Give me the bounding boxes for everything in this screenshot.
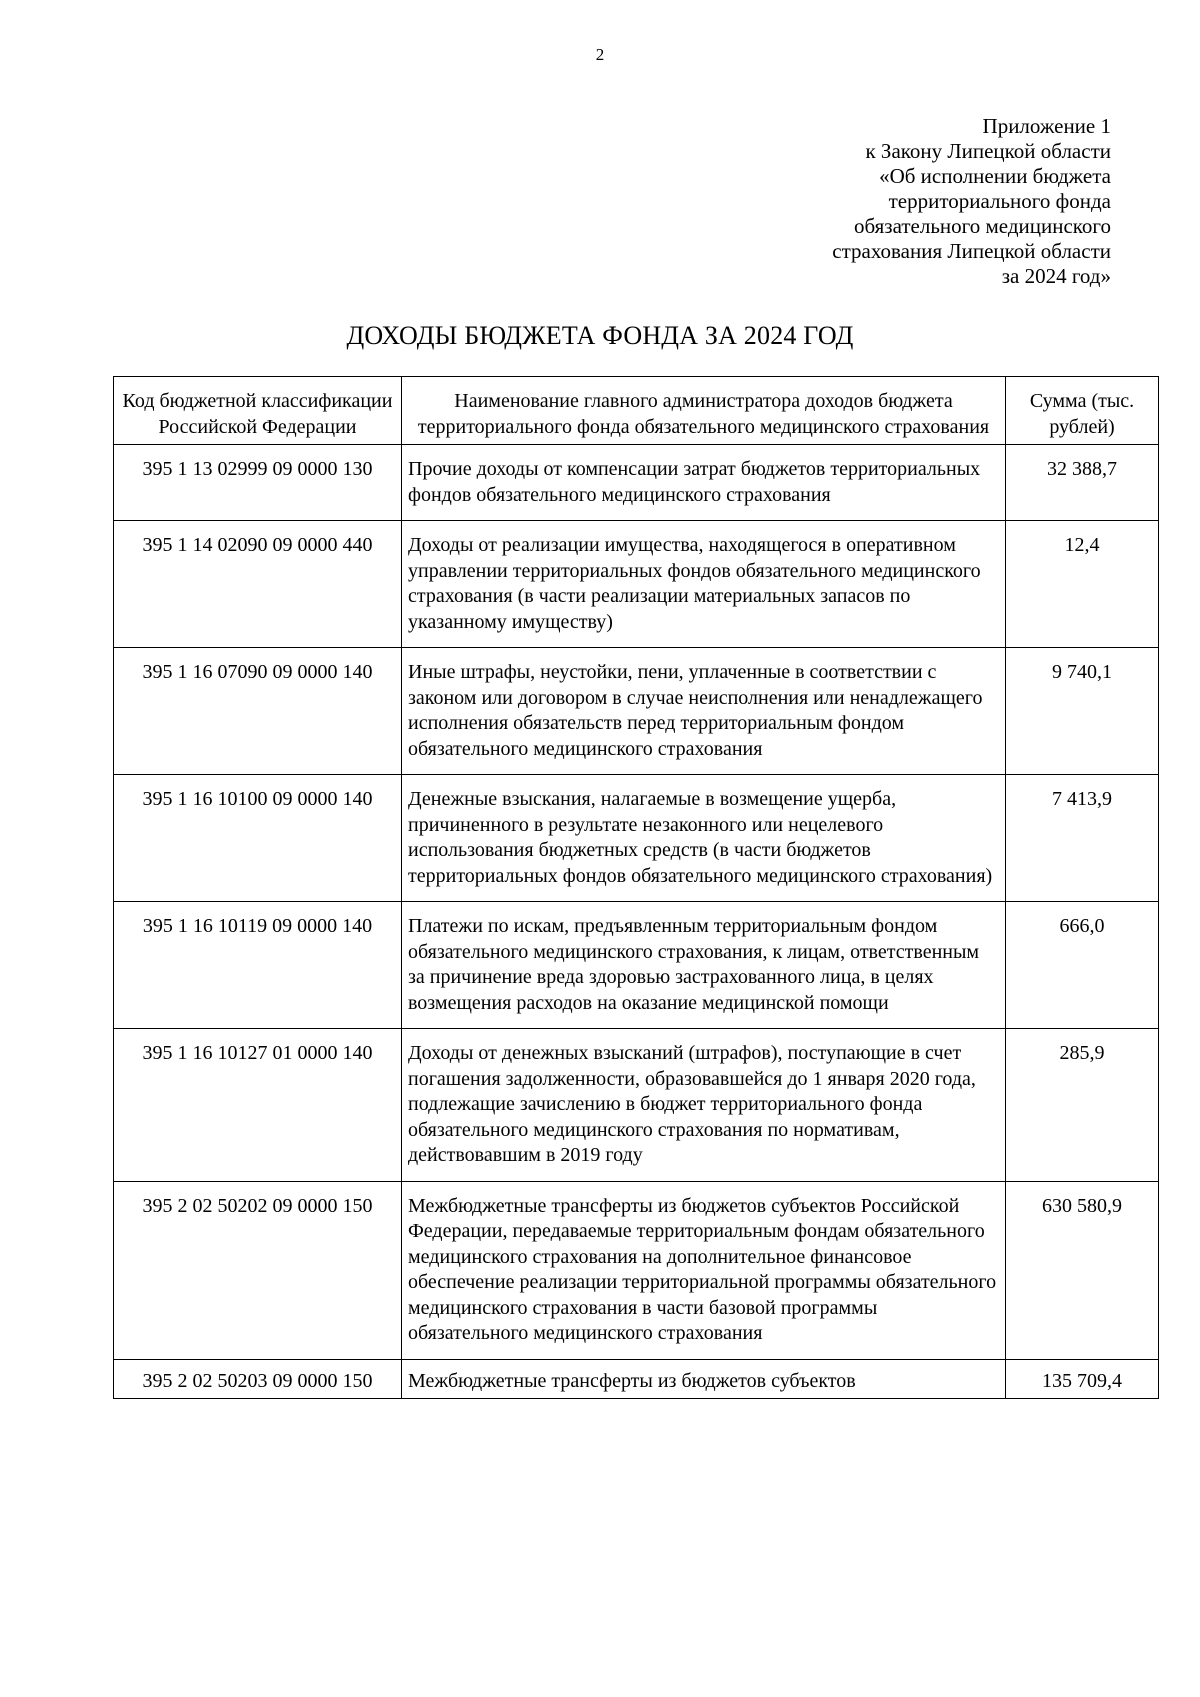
cell-name: Платежи по искам, предъявленным территориальным фондом обязательного медицинского страхования, к лицам, ответственным за причинение вреда здоровью застрахованного лица, в целях возмещения расходов на оказание медицинской помощи	[402, 902, 1006, 1029]
page-number: 2	[595, 45, 605, 64]
cell-code: 395 1 14 02090 09 0000 440	[114, 521, 402, 648]
appendix-block	[651, 114, 1111, 289]
document-title: ДОХОДЫ БЮДЖЕТА ФОНДА ЗА 2024 ГОД	[346, 321, 854, 350]
cell-name: Денежные взыскания, налагаемые в возмещение ущерба, причиненного в результате незаконного или нецелевого использования бюджетных средств (в части бюджетов территориальных фондов обязательного медицинского страхования)	[402, 775, 1006, 902]
cell-name: Межбюджетные трансферты из бюджетов субъектов	[402, 1359, 1006, 1399]
table-row	[114, 1029, 1159, 1182]
cell-amount: 7 413,9	[1006, 775, 1159, 902]
appendix-line: «Об исполнении бюджета	[879, 164, 1111, 188]
cell-name: Иные штрафы, неустойки, пени, уплаченные в соответствии с законом или договором в случае неисполнения или ненадлежащего исполнения обязательств перед территориальным фондом обязательного медицинского страхования	[402, 648, 1006, 775]
cell-amount: 666,0	[1006, 902, 1159, 1029]
cell-amount: 630 580,9	[1006, 1181, 1159, 1359]
cell-name: Прочие доходы от компенсации затрат бюджетов территориальных фондов обязательного медицинского страхования	[402, 445, 1006, 521]
cell-name: Межбюджетные трансферты из бюджетов субъектов Российской Федерации, передаваемые территориальным фондам обязательного медицинского страхования на дополнительное финансовое обеспечение реализации территориальной программы обязательного медицинского страхования в части базовой программы обязательного медицинского страхования	[402, 1181, 1006, 1359]
appendix-line: обязательного медицинского	[853, 214, 1111, 238]
appendix-line: Приложение 1	[982, 114, 1111, 138]
table-row	[114, 902, 1159, 1029]
cell-amount: 135 709,4	[1006, 1359, 1159, 1399]
table-row	[114, 1359, 1159, 1399]
table-row	[114, 521, 1159, 648]
table-row	[114, 648, 1159, 775]
header-code: Код бюджетной классификации Российской Федерации	[114, 377, 402, 445]
cell-amount: 285,9	[1006, 1029, 1159, 1182]
table-row	[114, 445, 1159, 521]
table-row	[114, 775, 1159, 902]
header-name: Наименование главного администратора доходов бюджета территориального фонда обязательного медицинского страхования	[402, 377, 1006, 445]
appendix-line: страхования Липецкой области	[832, 239, 1111, 263]
cell-code: 395 1 16 10100 09 0000 140	[114, 775, 402, 902]
cell-code: 395 2 02 50202 09 0000 150	[114, 1181, 402, 1359]
cell-code: 395 1 13 02999 09 0000 130	[114, 445, 402, 521]
table-row	[114, 1181, 1159, 1359]
appendix-line: к Закону Липецкой области	[865, 139, 1111, 163]
cell-name: Доходы от реализации имущества, находящегося в оперативном управлении территориальных фондов обязательного медицинского страхования (в части реализации материальных запасов по указанному имуществу)	[402, 521, 1006, 648]
cell-amount: 32 388,7	[1006, 445, 1159, 521]
cell-amount: 9 740,1	[1006, 648, 1159, 775]
income-table	[113, 376, 1159, 1399]
header-amount: Сумма (тыс. рублей)	[1006, 377, 1159, 445]
cell-name: Доходы от денежных взысканий (штрафов), поступающие в счет погашения задолженности, образовавшейся до 1 января 2020 года, подлежащие зачислению в бюджет территориального фонда обязательного медицинского страхования по нормативам, действовавшим в 2019 году	[402, 1029, 1006, 1182]
appendix-line: за 2024 год»	[1001, 264, 1111, 288]
cell-amount: 12,4	[1006, 521, 1159, 648]
cell-code: 395 2 02 50203 09 0000 150	[114, 1359, 402, 1399]
appendix-line: территориального фонда	[888, 189, 1111, 213]
cell-code: 395 1 16 07090 09 0000 140	[114, 648, 402, 775]
table-header-row	[114, 377, 1159, 445]
cell-code: 395 1 16 10119 09 0000 140	[114, 902, 402, 1029]
cell-code: 395 1 16 10127 01 0000 140	[114, 1029, 402, 1182]
